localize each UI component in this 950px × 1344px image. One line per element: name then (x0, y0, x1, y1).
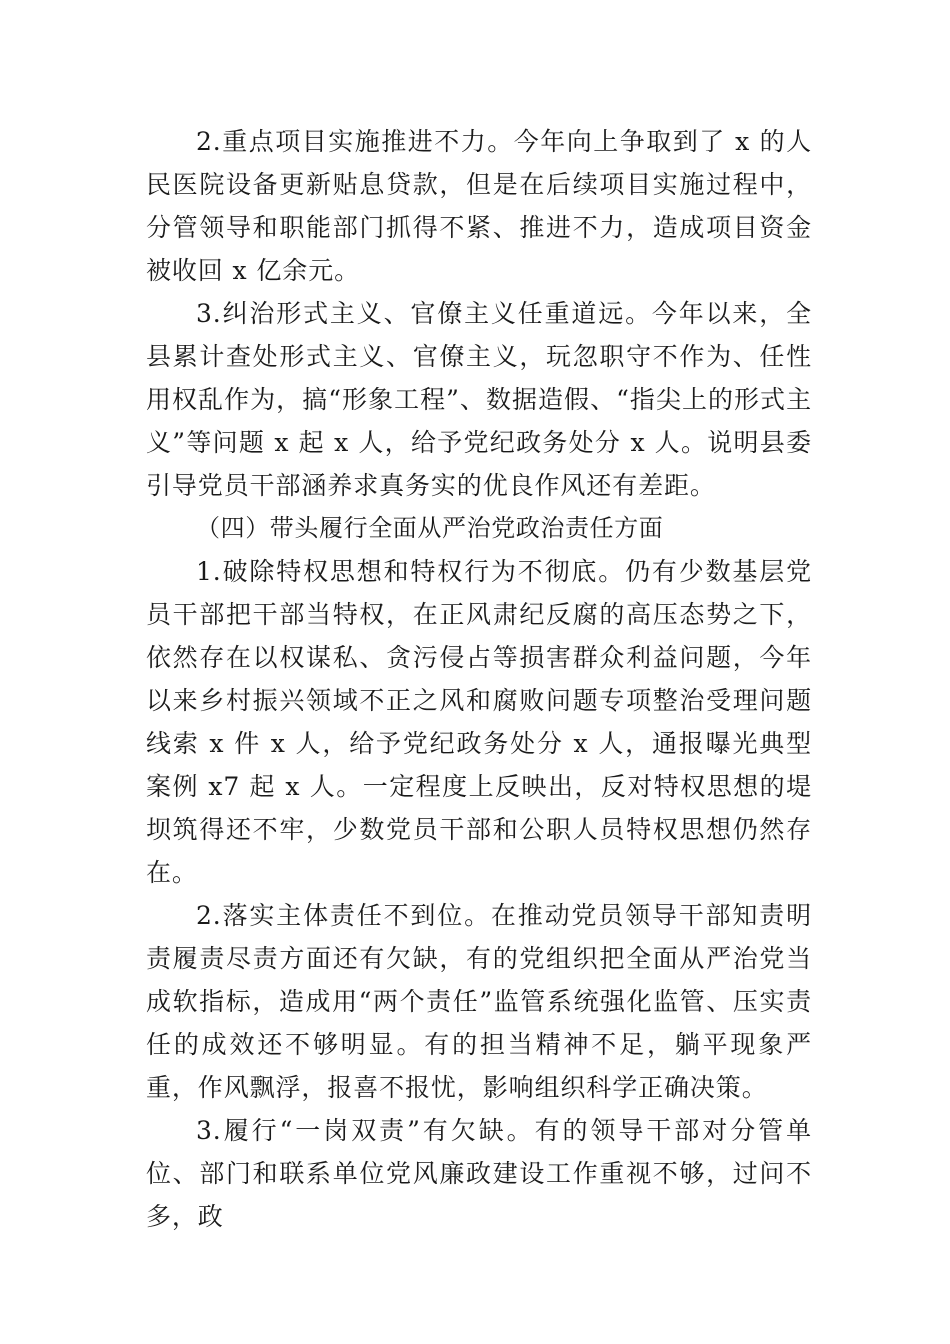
document-body (146, 120, 812, 1238)
paragraph-privilege-thinking: 1.破除特权思想和特权行为不彻底。仍有少数基层党员干部把干部当特权，在正风肃纪反腐的高压态势之下，依然存在以权谋私、贪污侵占等损害群众利益问题，今年以来乡村振兴领域不正之风和腐败问题专项整治受理问题线索 x 件 x 人，给予党纪政务处分 x 人，通报曝光典型案例 x7 起 x 人。一定程度上反映出，反对特权思想的堤坝筑得还不牢，少数党员干部和公职人员特权思想仍然存在。 (146, 557, 812, 887)
section-heading: （四）带头履行全面从严治党政治责任方面 (196, 514, 664, 542)
paragraph-main-responsibility: 2.落实主体责任不到位。在推动党员领导干部知责明责履责尽责方面还有欠缺，有的党组织把全面从严治党当成软指标，造成用“两个责任”监管系统强化监管、压实责任的成效还不够明显。有的担当精神不足，躺平现象严重，作风飘浮，报喜不报忧，影响组织科学正确决策。 (146, 901, 812, 1102)
paragraph-formalism-bureaucratism: 3.纠治形式主义、官僚主义任重道远。今年以来，全县累计查处形式主义、官僚主义，玩忽职守不作为、任性用权乱作为，搞“形象工程”、数据造假、“指尖上的形式主义”等问题 x 起 x 人，给予党纪政务处分 x 人。说明县委引导党员干部涵养求真务实的优良作风还有差距。 (146, 299, 812, 500)
paragraph-project-implementation: 2.重点项目实施推进不力。今年向上争取到了 x 的人民医院设备更新贴息贷款，但是在后续项目实施过程中，分管领导和职能部门抓得不紧、推进不力，造成项目资金被收回 x 亿余元。 (146, 127, 812, 285)
paragraph-dual-duty: 3.履行“一岗双责”有欠缺。有的领导干部对分管单位、部门和联系单位党风廉政建设工作重视不够，过问不多，政 (146, 1116, 812, 1231)
